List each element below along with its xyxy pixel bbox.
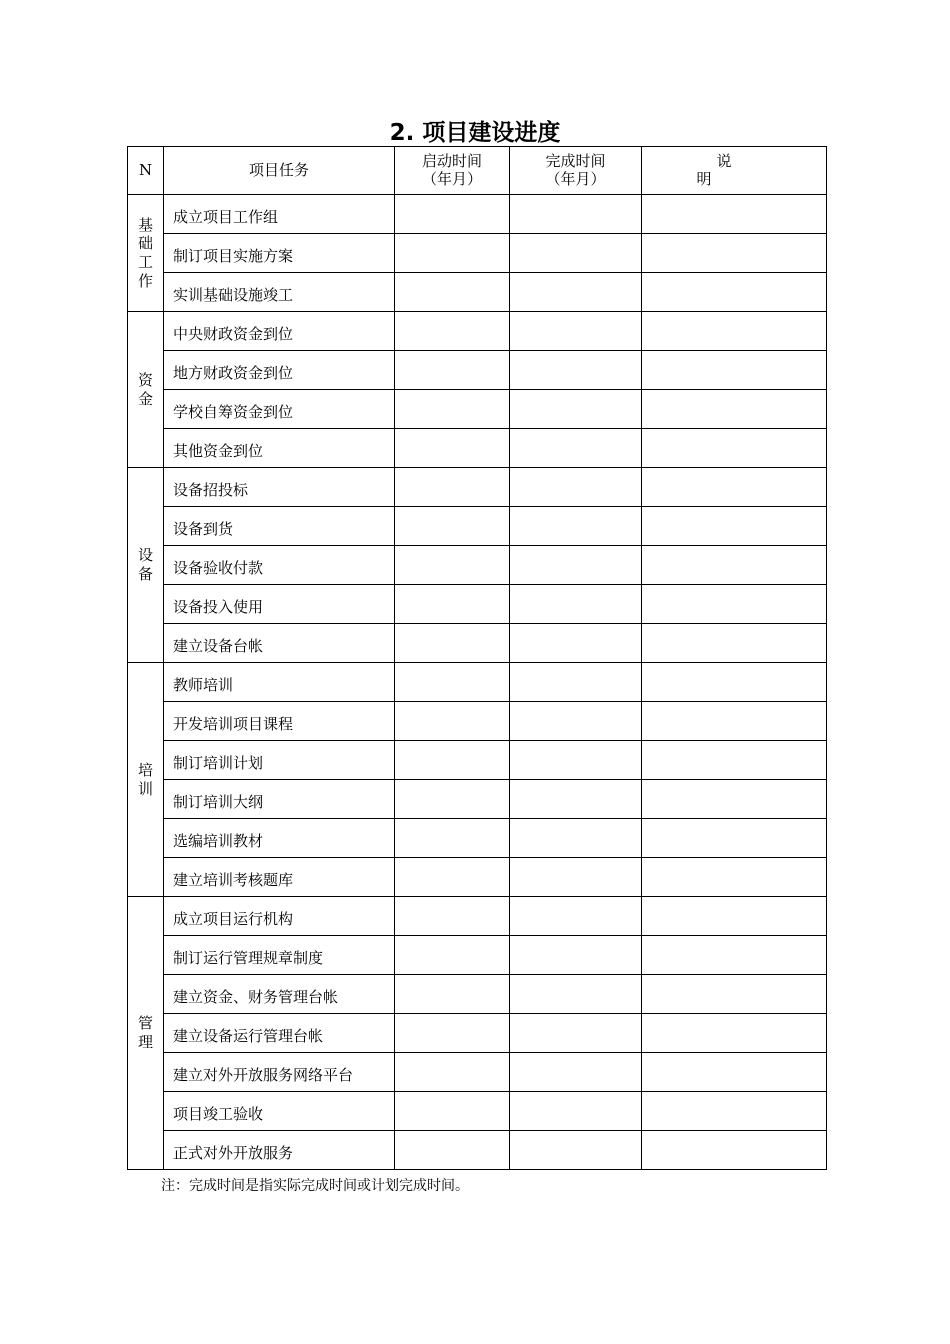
start-time-cell[interactable] bbox=[395, 546, 510, 585]
start-time-cell[interactable] bbox=[395, 312, 510, 351]
task-cell: 建立设备台帐 bbox=[164, 624, 395, 663]
header-start-time bbox=[395, 147, 510, 195]
start-time-cell[interactable] bbox=[395, 975, 510, 1014]
task-cell: 建立设备运行管理台帐 bbox=[164, 1014, 395, 1053]
task-cell: 正式对外开放服务 bbox=[164, 1131, 395, 1170]
start-time-cell[interactable] bbox=[395, 663, 510, 702]
end-time-cell[interactable] bbox=[510, 312, 642, 351]
end-time-cell[interactable] bbox=[510, 819, 642, 858]
note-cell[interactable] bbox=[642, 234, 827, 273]
note-cell[interactable] bbox=[642, 741, 827, 780]
header-end-line2: （年月） bbox=[545, 169, 606, 188]
end-time-cell[interactable] bbox=[510, 936, 642, 975]
end-time-cell[interactable] bbox=[510, 507, 642, 546]
footnote: 注：完成时间是指实际完成时间或计划完成时间。 bbox=[161, 1178, 469, 1194]
task-cell: 地方财政资金到位 bbox=[164, 351, 395, 390]
table-row bbox=[128, 312, 827, 351]
start-time-cell[interactable] bbox=[395, 1092, 510, 1131]
task-cell: 建立培训考核题库 bbox=[164, 858, 395, 897]
page-title: 2. 项目建设进度 bbox=[389, 120, 561, 146]
table-row bbox=[128, 975, 827, 1014]
end-time-cell[interactable] bbox=[510, 273, 642, 312]
table-row bbox=[128, 1053, 827, 1092]
table-row bbox=[128, 819, 827, 858]
end-time-cell[interactable] bbox=[510, 897, 642, 936]
end-time-cell[interactable] bbox=[510, 858, 642, 897]
table-body bbox=[128, 195, 827, 1170]
end-time-cell[interactable] bbox=[510, 234, 642, 273]
table-row bbox=[128, 897, 827, 936]
table-row bbox=[128, 702, 827, 741]
start-time-cell[interactable] bbox=[395, 390, 510, 429]
start-time-cell[interactable] bbox=[395, 507, 510, 546]
table-row bbox=[128, 663, 827, 702]
task-cell: 成立项目运行机构 bbox=[164, 897, 395, 936]
task-cell: 建立对外开放服务网络平台 bbox=[164, 1053, 395, 1092]
note-cell[interactable] bbox=[642, 819, 827, 858]
start-time-cell[interactable] bbox=[395, 780, 510, 819]
start-time-cell[interactable] bbox=[395, 273, 510, 312]
group-label: 培训 bbox=[137, 760, 153, 798]
note-cell[interactable] bbox=[642, 195, 827, 234]
table-row bbox=[128, 1014, 827, 1053]
header-n: N bbox=[128, 147, 164, 195]
start-time-cell[interactable] bbox=[395, 351, 510, 390]
task-cell: 制订项目实施方案 bbox=[164, 234, 395, 273]
task-cell: 开发培训项目课程 bbox=[164, 702, 395, 741]
group-label: 基础工作 bbox=[137, 215, 153, 290]
group-cell bbox=[128, 312, 164, 468]
task-cell: 实训基础设施竣工 bbox=[164, 273, 395, 312]
task-cell: 成立项目工作组 bbox=[164, 195, 395, 234]
end-time-cell[interactable] bbox=[510, 546, 642, 585]
start-time-cell[interactable] bbox=[395, 702, 510, 741]
header-start-line2: （年月） bbox=[421, 169, 482, 188]
table-row bbox=[128, 351, 827, 390]
start-time-cell[interactable] bbox=[395, 897, 510, 936]
table-row bbox=[128, 390, 827, 429]
note-cell[interactable] bbox=[642, 546, 827, 585]
note-cell[interactable] bbox=[642, 585, 827, 624]
table-row bbox=[128, 468, 827, 507]
table-row bbox=[128, 780, 827, 819]
start-time-cell[interactable] bbox=[395, 819, 510, 858]
task-cell: 制订培训大纲 bbox=[164, 780, 395, 819]
table-row bbox=[128, 585, 827, 624]
end-time-cell[interactable] bbox=[510, 663, 642, 702]
task-cell: 设备验收付款 bbox=[164, 546, 395, 585]
task-cell: 设备到货 bbox=[164, 507, 395, 546]
group-label: 管理 bbox=[137, 1014, 153, 1051]
end-time-cell[interactable] bbox=[510, 390, 642, 429]
header-end-time bbox=[510, 147, 642, 195]
note-cell[interactable] bbox=[642, 897, 827, 936]
start-time-cell[interactable] bbox=[395, 1131, 510, 1170]
note-cell[interactable] bbox=[642, 1014, 827, 1053]
note-cell[interactable] bbox=[642, 663, 827, 702]
task-cell: 中央财政资金到位 bbox=[164, 312, 395, 351]
start-time-cell[interactable] bbox=[395, 429, 510, 468]
group-cell bbox=[128, 468, 164, 663]
start-time-cell[interactable] bbox=[395, 468, 510, 507]
note-cell[interactable] bbox=[642, 507, 827, 546]
end-time-cell[interactable] bbox=[510, 429, 642, 468]
start-time-cell[interactable] bbox=[395, 936, 510, 975]
note-cell[interactable] bbox=[642, 624, 827, 663]
header-row bbox=[128, 147, 827, 195]
header-note bbox=[642, 147, 827, 195]
note-cell[interactable] bbox=[642, 390, 827, 429]
end-time-cell[interactable] bbox=[510, 195, 642, 234]
table-row bbox=[128, 1131, 827, 1170]
note-cell[interactable] bbox=[642, 1053, 827, 1092]
note-cell[interactable] bbox=[642, 273, 827, 312]
group-label: 设备 bbox=[137, 546, 153, 583]
table-row bbox=[128, 858, 827, 897]
note-cell[interactable] bbox=[642, 1092, 827, 1131]
task-cell: 学校自筹资金到位 bbox=[164, 390, 395, 429]
start-time-cell[interactable] bbox=[395, 741, 510, 780]
start-time-cell[interactable] bbox=[395, 234, 510, 273]
start-time-cell[interactable] bbox=[395, 624, 510, 663]
start-time-cell[interactable] bbox=[395, 585, 510, 624]
start-time-cell[interactable] bbox=[395, 1014, 510, 1053]
progress-table bbox=[127, 146, 827, 1170]
task-cell: 设备招投标 bbox=[164, 468, 395, 507]
task-cell: 其他资金到位 bbox=[164, 429, 395, 468]
group-cell bbox=[128, 195, 164, 312]
task-cell: 制订培训计划 bbox=[164, 741, 395, 780]
table-row bbox=[128, 1092, 827, 1131]
end-time-cell[interactable] bbox=[510, 1131, 642, 1170]
table-row bbox=[128, 429, 827, 468]
end-time-cell[interactable] bbox=[510, 468, 642, 507]
start-time-cell[interactable] bbox=[395, 195, 510, 234]
end-time-cell[interactable] bbox=[510, 1053, 642, 1092]
task-cell: 项目竣工验收 bbox=[164, 1092, 395, 1131]
end-time-cell[interactable] bbox=[510, 975, 642, 1014]
end-time-cell[interactable] bbox=[510, 351, 642, 390]
group-label: 资金 bbox=[137, 370, 153, 408]
note-cell[interactable] bbox=[642, 780, 827, 819]
note-cell[interactable] bbox=[642, 858, 827, 897]
note-cell[interactable] bbox=[642, 429, 827, 468]
table-row bbox=[128, 234, 827, 273]
start-time-cell[interactable] bbox=[395, 858, 510, 897]
end-time-cell[interactable] bbox=[510, 1092, 642, 1131]
end-time-cell[interactable] bbox=[510, 624, 642, 663]
task-cell: 选编培训教材 bbox=[164, 819, 395, 858]
header-end-line1: 完成时间 bbox=[545, 152, 606, 171]
note-cell[interactable] bbox=[642, 312, 827, 351]
end-time-cell[interactable] bbox=[510, 1014, 642, 1053]
table-row bbox=[128, 936, 827, 975]
note-cell[interactable] bbox=[642, 975, 827, 1014]
group-cell bbox=[128, 897, 164, 1170]
task-cell: 教师培训 bbox=[164, 663, 395, 702]
header-note-label: 说 明 bbox=[696, 152, 792, 188]
header-task: 项目任务 bbox=[164, 147, 395, 195]
note-cell[interactable] bbox=[642, 702, 827, 741]
end-time-cell[interactable] bbox=[510, 741, 642, 780]
table-row bbox=[128, 624, 827, 663]
table-row bbox=[128, 273, 827, 312]
note-cell[interactable] bbox=[642, 351, 827, 390]
table-row bbox=[128, 195, 827, 234]
task-cell: 建立资金、财务管理台帐 bbox=[164, 975, 395, 1014]
start-time-cell[interactable] bbox=[395, 1053, 510, 1092]
group-cell bbox=[128, 663, 164, 897]
table-row bbox=[128, 546, 827, 585]
task-cell: 设备投入使用 bbox=[164, 585, 395, 624]
note-cell[interactable] bbox=[642, 468, 827, 507]
table-row bbox=[128, 741, 827, 780]
table-row bbox=[128, 507, 827, 546]
note-cell[interactable] bbox=[642, 1131, 827, 1170]
end-time-cell[interactable] bbox=[510, 585, 642, 624]
header-start-line1: 启动时间 bbox=[421, 152, 482, 171]
task-cell: 制订运行管理规章制度 bbox=[164, 936, 395, 975]
end-time-cell[interactable] bbox=[510, 702, 642, 741]
note-cell[interactable] bbox=[642, 936, 827, 975]
end-time-cell[interactable] bbox=[510, 780, 642, 819]
